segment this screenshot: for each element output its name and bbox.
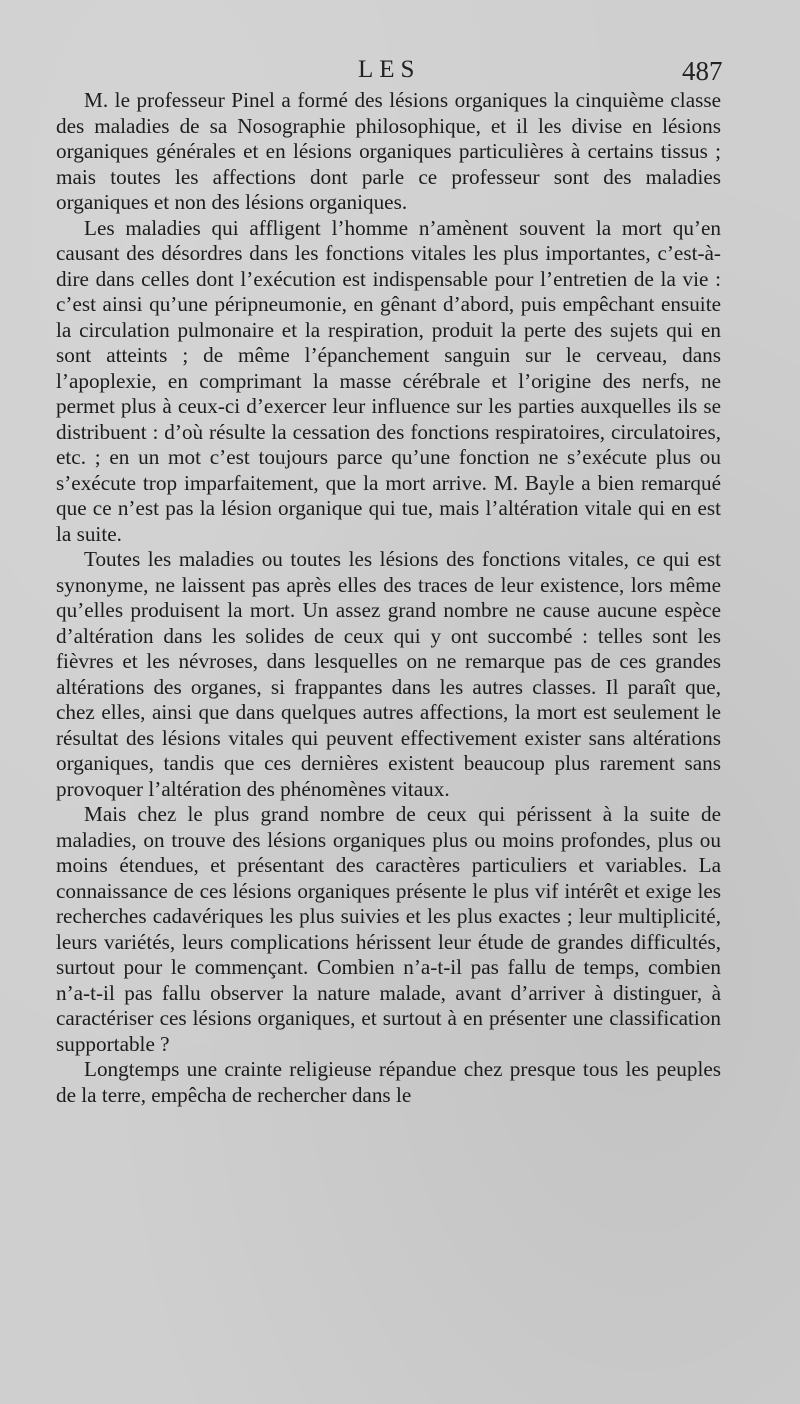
running-head-title: LES xyxy=(358,56,421,83)
paragraph: Longtemps une crainte religieuse répandue chez presque tous les peuples de la terre, empêcha de rechercher dans le xyxy=(56,1057,721,1107)
running-head xyxy=(0,56,800,90)
paragraph: Les maladies qui affligent l’homme n’amènent souvent la mort qu’en causant des désordres dans les fonctions vitales les plus importantes, c’est-à-dire dans celles dont l’exécution est indispensable pour l’entretien de la vie : c’est ainsi qu’une péripneumonie, en gênant d’abord, puis empêchant ensuite la circulation pulmonaire et la respiration, produit la perte des sujets qui en sont atteints ; de même l’épanchement sanguin sur le cerveau, dans l’apoplexie, en comprimant la masse cérébrale et l’origine des nerfs, ne permet plus à ceux-ci d’exercer leur influence sur les parties auxquelles ils se distribuent : d’où résulte la cessation des fonctions respiratoires, circulatoires, etc. ; en un mot c’est toujours parce qu’une fonction ne s’exécute plus ou s’exécute trop imparfaitement, que la mort arrive. M. Bayle a bien remarqué que ce n’est pas la lésion organique qui tue, mais l’altération vitale qui en est la suite. xyxy=(56,215,721,546)
paragraph: M. le professeur Pinel a formé des lésions organiques la cinquième classe des maladies de sa Nosographie philosophique, et il les divise en lésions organiques générales et en lésions organiques particulières à certains tissus ; mais toutes les affections dont parle ce professeur sont des maladies organiques et non des lésions organiques. xyxy=(56,88,721,214)
paragraph: Toutes les maladies ou toutes les lésions des fonctions vitales, ce qui est synonyme, ne laissent pas après elles des traces de leur existence, lors même qu’elles produisent la mort. Un assez grand nombre ne cause aucune espèce d’altération dans les solides de ceux qui y ont succombé : telles sont les fièvres et les névroses, dans lesquelles on ne remarque pas de ces grandes altérations des organes, si frappantes dans les autres classes. Il paraît que, chez elles, ainsi que dans quelques autres affections, la mort est seulement le résultat des lésions vitales qui peuvent effectivement exister sans altérations organiques, tandis que ces dernières existent beaucoup plus rarement sans provoquer l’altération des phénomènes vitaux. xyxy=(56,547,721,801)
body-text xyxy=(56,88,721,1108)
paragraph: Mais chez le plus grand nombre de ceux qui périssent à la suite de maladies, on trouve des lésions organiques plus ou moins profondes, plus ou moins étendues, et présentant des caractères particuliers et variables. La connaissance de ces lésions organiques présente le plus vif intérêt et exige les recherches cadavériques les plus suivies et les plus exactes ; leur multiplicité, leurs variétés, leurs complications hérissent leur étude de grandes difficultés, surtout pour le commençant. Combien n’a-t-il pas fallu de temps, combien n’a-t-il pas fallu observer la nature malade, avant d’arriver à distinguer, à caractériser ces lésions organiques, et surtout à en présenter une classification supportable ? xyxy=(56,802,721,1056)
page-number: 487 xyxy=(682,56,723,86)
